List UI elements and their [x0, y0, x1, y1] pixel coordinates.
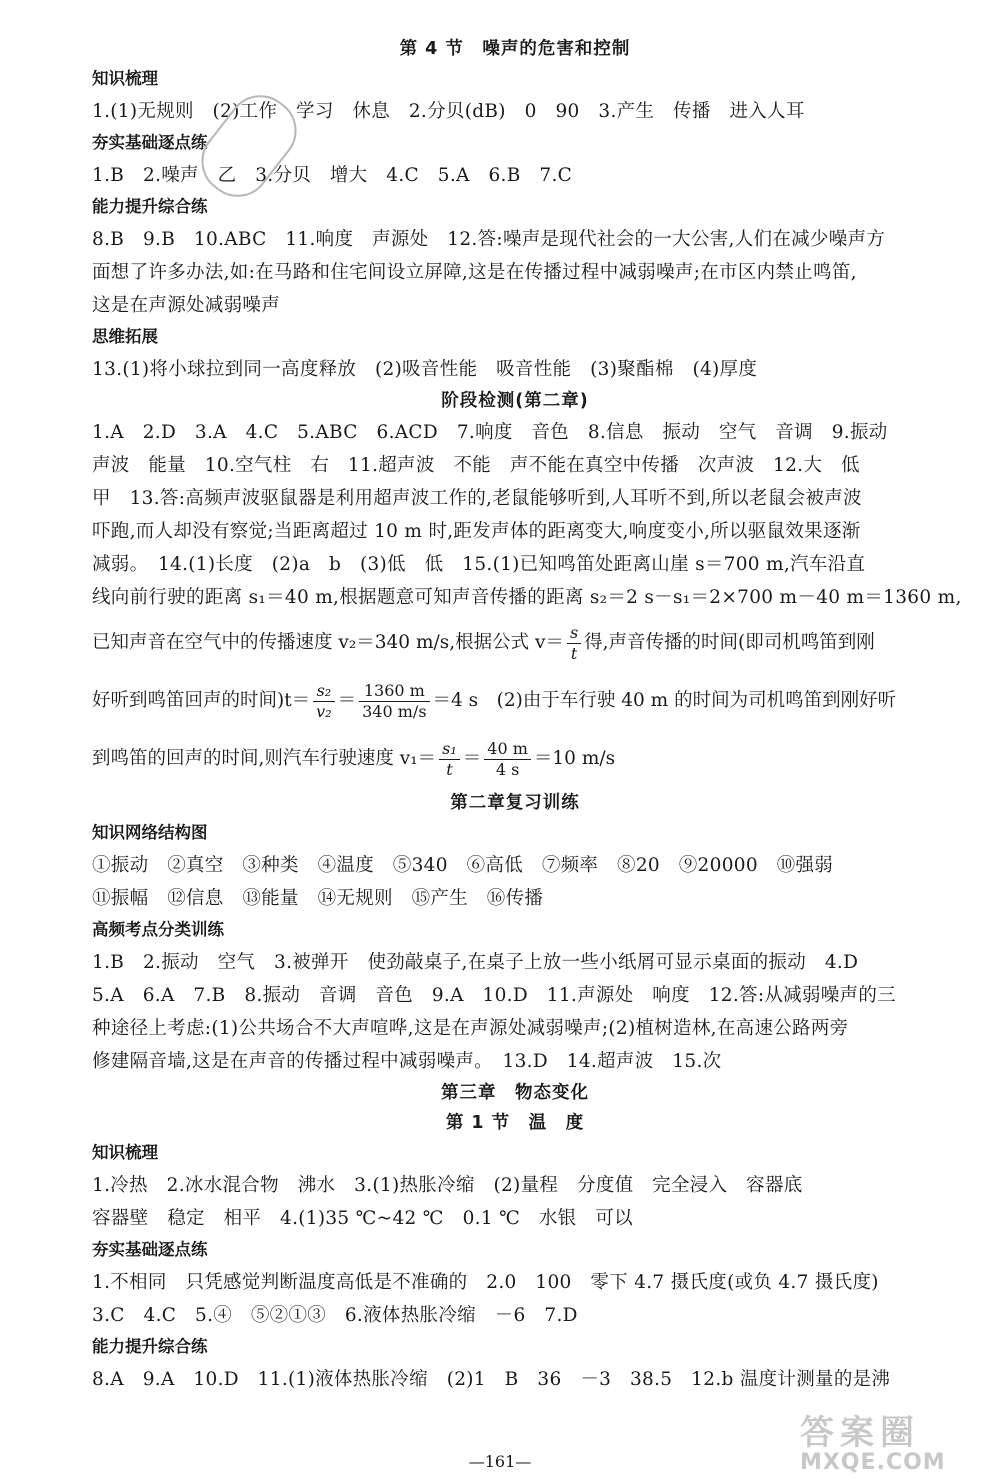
- fraction-numerator: 1360 m: [359, 681, 429, 702]
- heading-hangshi: 夯实基础逐点练: [92, 133, 208, 152]
- fraction-denominator: 4 s: [495, 759, 520, 779]
- fraction-numerator: 40 m: [484, 739, 531, 760]
- heading-nengli: 能力提升综合练: [92, 197, 208, 216]
- heading-hangshi: 夯实基础逐点练: [92, 1240, 208, 1259]
- fraction-s-over-t: [567, 623, 581, 664]
- formula-line-speed: [92, 614, 938, 672]
- heading-gaopin: 高频考点分类训练: [92, 920, 224, 939]
- fraction-40-over-4: [484, 739, 531, 780]
- answer-line: 1.B 2.噪声 乙 3.分贝 增大 4.C 5.A 6.B 7.C: [92, 165, 573, 186]
- fraction-numerator: s₁: [439, 739, 460, 760]
- watermark-text: 答案圈: [800, 1413, 920, 1453]
- answer-line: 3.C 4.C 5.④ ⑤②①③ 6.液体热胀冷缩 －6 7.D: [92, 1305, 578, 1326]
- formula-text: ＝10 m/s: [533, 748, 616, 769]
- answer-line: 减弱。 14.(1)长度 (2)a b (3)低 低 15.(1)已知鸣笛处距离山崖 s＝700 m,汽车沿直: [92, 554, 866, 575]
- answer-line: 1.不相同 只凭感觉判断温度高低是不准确的 2.0 100 零下 4.7 摄氏度(或负 4.7 摄氏度): [92, 1272, 879, 1293]
- answer-line: 1.A 2.D 3.A 4.C 5.ABC 6.ACD 7.响度 音色 8.信息 振动 空气 音调 9.振动: [92, 422, 888, 443]
- answer-line: 容器壁 稳定 相平 4.(1)35 ℃~42 ℃ 0.1 ℃ 水银 可以: [92, 1208, 633, 1229]
- answer-line: 面想了许多办法,如:在马路和住宅间设立屏障,这是在传播过程中减弱噪声;在市区内禁止鸣笛,: [92, 262, 857, 283]
- heading-nengli: 能力提升综合练: [92, 1337, 208, 1356]
- formula-text: 好听到鸣笛回声的时间)t＝: [92, 690, 311, 711]
- formula-text: 到鸣笛的回声的时间,则汽车行驶速度 v₁＝: [92, 748, 437, 769]
- formula-text: 已知声音在空气中的传播速度 v₂＝340 m/s,根据公式 v＝: [92, 632, 564, 653]
- formula-line-time: [92, 672, 938, 730]
- formula-text: 得,声音传播的时间(即司机鸣笛到刚: [584, 632, 875, 653]
- watermark-url: MXQE.COM: [800, 1450, 946, 1475]
- fraction-denominator: t: [570, 643, 578, 663]
- answer-line: 线向前行驶的距离 s₁＝40 m,根据题意可知声音传播的距离 s₂＝2 s－s₁＝2×700 m－40 m＝1360 m,: [92, 587, 962, 608]
- answer-line: 种途径上考虑:(1)公共场合不大声喧哗,这是在声源处减弱噪声;(2)植树造林,在高速公路两旁: [92, 1018, 849, 1039]
- fraction-denominator: t: [446, 759, 453, 779]
- fraction-numerator: s₂: [313, 681, 334, 702]
- answer-line: ①振动 ②真空 ③种类 ④温度 ⑤340 ⑥高低 ⑦频率 ⑧20 ⑨20000 ⑩强弱: [92, 855, 834, 876]
- answer-line: 1.冷热 2.冰水混合物 沸水 3.(1)热胀冷缩 (2)量程 分度值 完全浸入 容器底: [92, 1175, 803, 1196]
- answer-line: 这是在声源处减弱噪声: [92, 295, 281, 316]
- fraction-numerator: s: [567, 623, 581, 644]
- answer-line: ⑪振幅 ⑫信息 ⑬能量 ⑭无规则 ⑮产生 ⑯传播: [92, 888, 544, 909]
- page-number: —161—: [468, 1452, 532, 1471]
- section-title: 第 4 节 噪声的危害和控制: [399, 39, 631, 59]
- equals-sign: ＝: [337, 690, 357, 711]
- stage-test-title: 阶段检测(第二章): [441, 391, 589, 411]
- answer-line: 8.B 9.B 10.ABC 11.响度 声源处 12.答:噪声是现代社会的一大公害,人们在减少噪声方: [92, 229, 886, 250]
- fraction-1360-over-340: [359, 681, 429, 722]
- answer-line: 吓跑,而人却没有察觉;当距离超过 10 m 时,距发声体的距离变大,响度变小,所以驱鼠效果逐渐: [92, 521, 861, 542]
- chapter-title: 第三章 物态变化: [441, 1083, 589, 1103]
- heading-zhishi-shuli: 知识梳理: [92, 1143, 158, 1162]
- answer-line: 甲 13.答:高频声波驱鼠器是利用超声波工作的,老鼠能够听到,人耳听不到,所以老鼠会被声波: [92, 488, 862, 509]
- fraction-s2-over-v2: [313, 681, 334, 722]
- formula-line-velocity: [92, 730, 938, 788]
- fraction-s1-over-t: [439, 739, 460, 780]
- answer-line: 1.B 2.振动 空气 3.被弹开 使劲敲桌子,在桌子上放一些小纸屑可显示桌面的振动 4.D: [92, 952, 859, 973]
- heading-zhishi-shuli: 知识梳理: [92, 69, 158, 88]
- fraction-denominator: 340 m/s: [362, 701, 427, 721]
- answer-line: 修建隔音墙,这是在声音的传播过程中减弱噪声。 13.D 14.超声波 15.次: [92, 1051, 722, 1072]
- fraction-denominator: v₂: [316, 701, 332, 721]
- heading-wangluo: 知识网络结构图: [92, 823, 208, 842]
- chapter-subtitle: 第 1 节 温 度: [445, 1113, 585, 1133]
- formula-text: ＝4 s (2)由于车行驶 40 m 的时间为司机鸣笛到刚好听: [432, 690, 897, 711]
- review-title: 第二章复习训练: [450, 793, 580, 813]
- answer-line: 13.(1)将小球拉到同一高度释放 (2)吸音性能 吸音性能 (3)聚酯棉 (4)厚度: [92, 359, 758, 380]
- heading-siwei: 思维拓展: [92, 327, 158, 346]
- answer-line: 5.A 6.A 7.B 8.振动 音调 音色 9.A 10.D 11.声源处 响度 12.答:从减弱噪声的三: [92, 985, 896, 1006]
- equals-sign: ＝: [462, 748, 482, 769]
- answer-line: 1.(1)无规则 (2)工作 学习 休息 2.分贝(dB) 0 90 3.产生 传播 进入人耳: [92, 101, 805, 122]
- answer-line: 声波 能量 10.空气柱 右 11.超声波 不能 声不能在真空中传播 次声波 12.大 低: [92, 455, 860, 476]
- answer-line: 8.A 9.A 10.D 11.(1)液体热胀冷缩 (2)1 B 36 －3 38.5 12.b 温度计测量的是沸: [92, 1369, 891, 1390]
